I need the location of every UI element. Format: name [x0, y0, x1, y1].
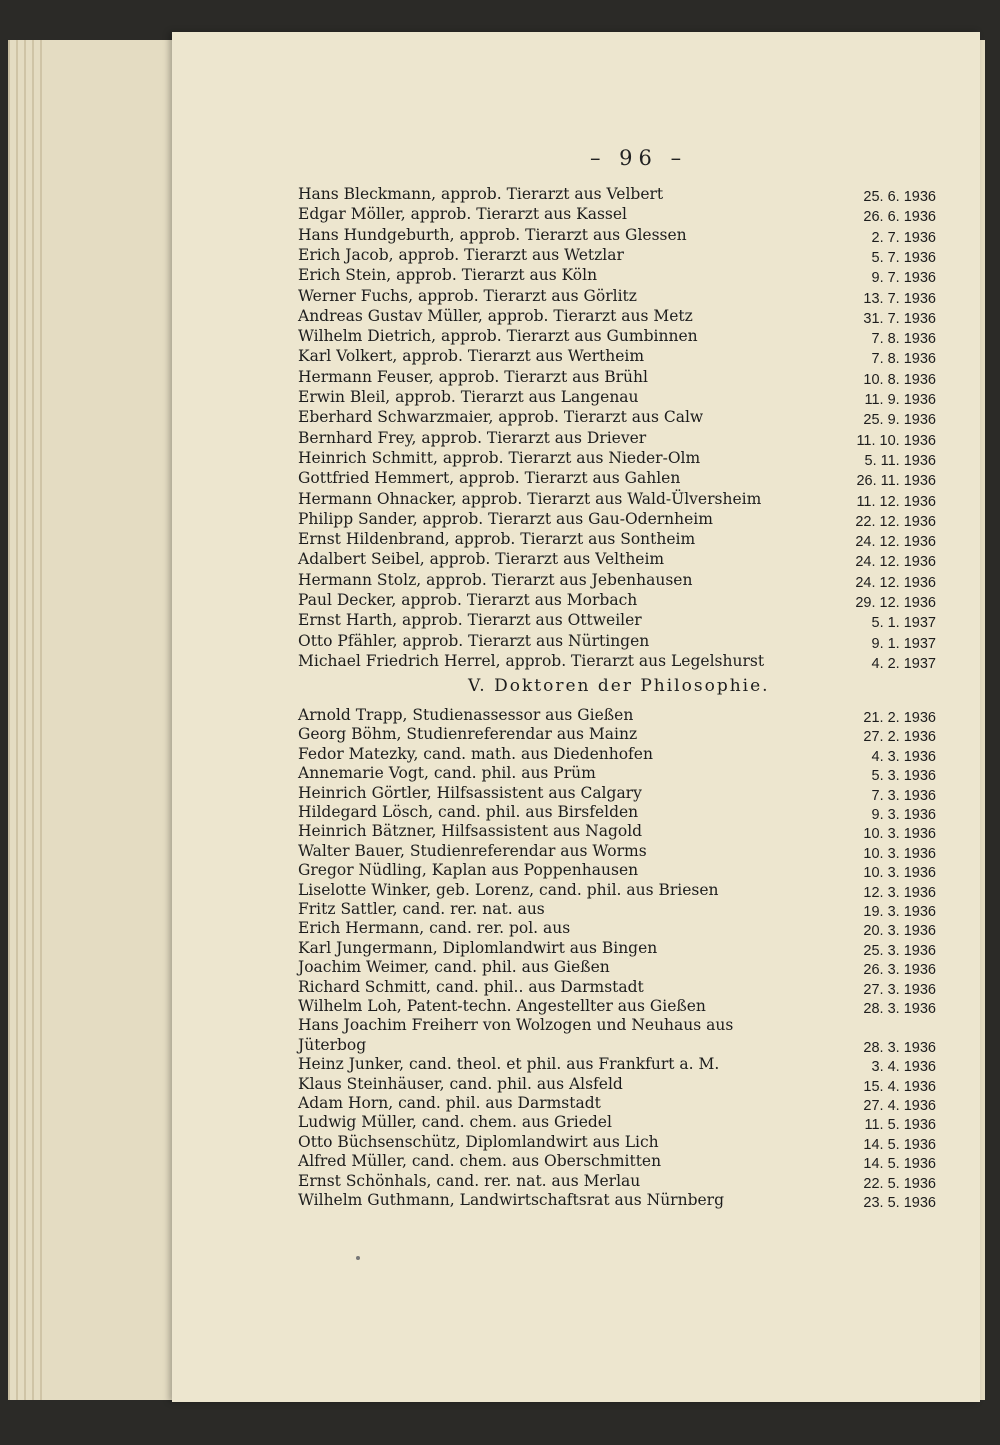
- entry-date: 9. 1. 1937: [871, 635, 936, 652]
- entry-name: Ernst Schönhals, cand. rer. nat. aus Merlau: [298, 1171, 641, 1190]
- phil-entry: [298, 1036, 948, 1056]
- entry-name: Michael Friedrich Herrel, approb. Tierarzt aus Legelshurst: [298, 651, 765, 670]
- entry-name: Heinz Junker, cand. theol. et phil. aus Frankfurt a. M.: [298, 1055, 720, 1074]
- entry-name: Arnold Trapp, Studienassessor aus Gießen: [298, 706, 634, 724]
- entry-date: 5. 11. 1936: [864, 452, 936, 469]
- entry-date: 3. 4. 1936: [871, 1059, 936, 1076]
- entry-name: Philipp Sander, approb. Tierarzt aus Gau-Odernheim: [298, 509, 713, 528]
- entry-name: Erich Stein, approb. Tierarzt aus Köln: [298, 266, 598, 285]
- vets-entry: [298, 591, 948, 611]
- entry-date: 12. 3. 1936: [863, 884, 936, 901]
- vets-entry: [298, 246, 948, 266]
- entry-date: 10. 3. 1936: [863, 845, 936, 862]
- page-edge: [16, 40, 18, 1400]
- phil-entry: [298, 939, 948, 959]
- entry-name: Wilhelm Dietrich, approb. Tierarzt aus Gumbinnen: [298, 327, 698, 346]
- phil-entry: [298, 958, 948, 978]
- entry-date: 26. 11. 1936: [856, 473, 936, 490]
- entry-name: Walter Bauer, Studienreferendar aus Worms: [298, 841, 647, 860]
- entry-date: 22. 5. 1936: [863, 1175, 936, 1192]
- entry-date: 7. 8. 1936: [871, 351, 936, 368]
- phil-entry: [298, 745, 948, 765]
- entry-date: 10. 3. 1936: [863, 865, 936, 882]
- entry-name: Karl Jungermann, Diplomlandwirt aus Bingen: [298, 938, 658, 957]
- vets-entry: [298, 510, 948, 530]
- vets-entry: [298, 611, 948, 631]
- entry-date: 11. 12. 1936: [856, 493, 936, 510]
- entry-name: Otto Pfähler, approb. Tierarzt aus Nürtingen: [298, 631, 650, 650]
- entry-date: 4. 2. 1937: [871, 655, 936, 672]
- phil-entry: [298, 784, 948, 804]
- entry-name: Bernhard Frey, approb. Tierarzt aus Driever: [298, 428, 647, 447]
- entry-name: Hermann Ohnacker, approb. Tierarzt aus Wald-Ülversheim: [298, 489, 762, 508]
- entry-date: 28. 3. 1936: [863, 1001, 936, 1017]
- entry-date: 5. 7. 1936: [871, 249, 936, 266]
- page-number: – 96 –: [590, 146, 688, 170]
- entry-name: Heinrich Bätzner, Hilfsassistent aus Nagold: [298, 822, 643, 841]
- entry-name: Eberhard Schwarzmaier, approb. Tierarzt aus Calw: [298, 408, 704, 427]
- section-heading-doctors-philosophy: V. Doktoren der Philosophie.: [468, 676, 770, 696]
- vets-entry: [298, 287, 948, 307]
- phil-entry: [298, 861, 948, 881]
- entry-date: 14. 5. 1936: [863, 1136, 936, 1153]
- entry-name: Ludwig Müller, cand. chem. aus Griedel: [298, 1113, 612, 1132]
- entry-name: Jüterbog: [298, 1035, 367, 1054]
- ink-speck: [356, 1256, 360, 1260]
- entry-name: Erwin Bleil, approb. Tierarzt aus Langenau: [298, 388, 639, 406]
- entry-date: 28. 3. 1936: [863, 1039, 936, 1056]
- phil-entry: [298, 919, 948, 939]
- entry-date: 25. 9. 1936: [863, 412, 936, 429]
- entry-date: 11. 5. 1936: [864, 1117, 936, 1134]
- entry-name: Gregor Nüdling, Kaplan aus Poppenhausen: [298, 861, 639, 880]
- vets-entry: [298, 469, 948, 489]
- entry-date: 24. 12. 1936: [855, 534, 936, 551]
- vets-entry: [298, 307, 948, 327]
- entry-name: Heinrich Schmitt, approb. Tierarzt aus Nieder-Olm: [298, 448, 701, 467]
- phil-entry: [298, 881, 948, 901]
- entry-date: 27. 3. 1936: [863, 981, 936, 998]
- phil-entry: [298, 842, 948, 862]
- phil-entry: [298, 1113, 948, 1133]
- entry-name: Georg Böhm, Studienreferendar aus Mainz: [298, 725, 638, 744]
- entry-date: 27. 4. 1936: [863, 1098, 936, 1114]
- entry-date: 22. 12. 1936: [855, 513, 936, 530]
- phil-entry: [298, 1055, 948, 1075]
- phil-entry: [298, 1075, 948, 1095]
- vets-entry: [298, 368, 948, 388]
- entry-name: Hildegard Lösch, cand. phil. aus Birsfelden: [298, 803, 639, 821]
- phil-entry: [298, 900, 948, 920]
- entry-date: 9. 3. 1936: [871, 807, 936, 823]
- entry-date: 14. 5. 1936: [863, 1156, 936, 1173]
- phil-entry: [298, 725, 948, 745]
- entry-name: Andreas Gustav Müller, approb. Tierarzt aus Metz: [298, 306, 693, 325]
- entry-date: 11. 10. 1936: [856, 432, 936, 449]
- entry-date: 11. 9. 1936: [864, 392, 936, 408]
- entry-date: 4. 3. 1936: [871, 748, 936, 765]
- vets-entry: [298, 226, 948, 246]
- entry-date: 19. 3. 1936: [863, 904, 936, 920]
- entry-name: Erich Hermann, cand. rer. pol. aus: [298, 919, 571, 938]
- entry-date: 10. 3. 1936: [863, 826, 936, 843]
- phil-entry: [298, 1191, 948, 1211]
- entry-date: 29. 12. 1936: [855, 595, 936, 611]
- page-edge: [24, 40, 26, 1400]
- vets-entry: [298, 550, 948, 570]
- entry-date: 10. 8. 1936: [863, 371, 936, 388]
- entry-name: Klaus Steinhäuser, cand. phil. aus Alsfeld: [298, 1074, 623, 1093]
- entry-date: 31. 7. 1936: [863, 310, 936, 327]
- phil-entry: [298, 764, 948, 784]
- vets-entry: [298, 449, 948, 469]
- entry-date: 7. 3. 1936: [871, 787, 936, 804]
- entry-date: 20. 3. 1936: [863, 923, 936, 940]
- entry-name: Joachim Weimer, cand. phil. aus Gießen: [298, 958, 610, 977]
- vets-entry: [298, 429, 948, 449]
- vets-entry: [298, 205, 948, 225]
- entry-name: Annemarie Vogt, cand. phil. aus Prüm: [298, 764, 596, 783]
- entry-name: Karl Volkert, approb. Tierarzt aus Wertheim: [298, 347, 645, 366]
- phil-entry: [298, 1133, 948, 1153]
- phil-entry: [298, 706, 948, 726]
- vets-entry: [298, 388, 948, 408]
- vets-entry: [298, 327, 948, 347]
- entry-date: 24. 12. 1936: [855, 574, 936, 591]
- entry-name: Fedor Matezky, cand. math. aus Diedenhofen: [298, 744, 653, 763]
- entry-date: 7. 8. 1936: [871, 331, 936, 348]
- phil-entry: [298, 822, 948, 842]
- vets-entry: [298, 632, 948, 652]
- vets-entry: [298, 490, 948, 510]
- entry-name: Hans Bleckmann, approb. Tierarzt aus Velbert: [298, 185, 664, 203]
- entry-name: Ernst Harth, approb. Tierarzt aus Ottweiler: [298, 611, 642, 630]
- entry-date: 25. 6. 1936: [863, 189, 936, 205]
- phil-entry: [298, 978, 948, 998]
- entry-date: 25. 3. 1936: [863, 942, 936, 959]
- entry-name: Wilhelm Loh, Patent-techn. Angestellter aus Gießen: [298, 997, 706, 1015]
- entry-name: Hermann Stolz, approb. Tierarzt aus Jebenhausen: [298, 570, 693, 589]
- entry-name: Otto Büchsenschütz, Diplomlandwirt aus Lich: [298, 1132, 659, 1151]
- entry-date: 26. 6. 1936: [863, 209, 936, 226]
- entry-name: Hermann Feuser, approb. Tierarzt aus Brühl: [298, 367, 648, 386]
- entry-name: Heinrich Görtler, Hilfsassistent aus Calgary: [298, 783, 642, 802]
- vets-entry: [298, 530, 948, 550]
- entry-name: Adam Horn, cand. phil. aus Darmstadt: [298, 1094, 601, 1112]
- vets-entry: [298, 347, 948, 367]
- entry-date: 23. 5. 1936: [863, 1195, 936, 1211]
- entry-name: Hans Hundgeburth, approb. Tierarzt aus Glessen: [298, 225, 687, 244]
- entry-name: Richard Schmitt, cand. phil.. aus Darmstadt: [298, 977, 644, 996]
- vets-entry: [298, 652, 948, 672]
- entry-date: 9. 7. 1936: [871, 270, 936, 287]
- entry-date: 15. 4. 1936: [863, 1078, 936, 1095]
- entry-name: Wilhelm Guthmann, Landwirtschaftsrat aus Nürnberg: [298, 1191, 725, 1209]
- phil-entry: [298, 1094, 948, 1114]
- phil-entry: [298, 803, 948, 823]
- phil-entry: [298, 1152, 948, 1172]
- entry-name: Erich Jacob, approb. Tierarzt aus Wetzlar: [298, 245, 624, 264]
- vets-entry: [298, 266, 948, 286]
- entry-name: Adalbert Seibel, approb. Tierarzt aus Veltheim: [298, 550, 665, 569]
- entry-date: 5. 3. 1936: [871, 768, 936, 785]
- phil-entry: [298, 997, 948, 1017]
- entry-name: Paul Decker, approb. Tierarzt aus Morbach: [298, 591, 638, 609]
- entry-name: Fritz Sattler, cand. rer. nat. aus: [298, 900, 545, 918]
- vets-entry: [298, 571, 948, 591]
- entry-name: Ernst Hildenbrand, approb. Tierarzt aus Sontheim: [298, 530, 696, 549]
- page-edge: [40, 40, 42, 1400]
- page-edge: [32, 40, 34, 1400]
- entry-name: Gottfried Hemmert, approb. Tierarzt aus Gahlen: [298, 469, 681, 488]
- entry-name: Hans Joachim Freiherr von Wolzogen und Neuhaus aus: [298, 1016, 734, 1035]
- entry-name: Edgar Möller, approb. Tierarzt aus Kassel: [298, 205, 628, 224]
- entry-date: 13. 7. 1936: [863, 290, 936, 307]
- entry-date: 27. 2. 1936: [863, 729, 936, 746]
- entry-date: 2. 7. 1936: [871, 229, 936, 246]
- vets-entry: [298, 185, 948, 205]
- entry-date: 21. 2. 1936: [863, 710, 936, 726]
- phil-entry: [298, 1172, 948, 1192]
- entry-date: 26. 3. 1936: [863, 962, 936, 979]
- phil-entry: [298, 1016, 948, 1036]
- entry-date: 5. 1. 1937: [871, 615, 936, 632]
- entry-name: Werner Fuchs, approb. Tierarzt aus Görlitz: [298, 286, 637, 305]
- entry-date: 24. 12. 1936: [855, 554, 936, 571]
- entry-name: Alfred Müller, cand. chem. aus Oberschmitten: [298, 1152, 662, 1171]
- vets-entry: [298, 408, 948, 428]
- entry-name: Liselotte Winker, geb. Lorenz, cand. phil. aus Briesen: [298, 880, 719, 899]
